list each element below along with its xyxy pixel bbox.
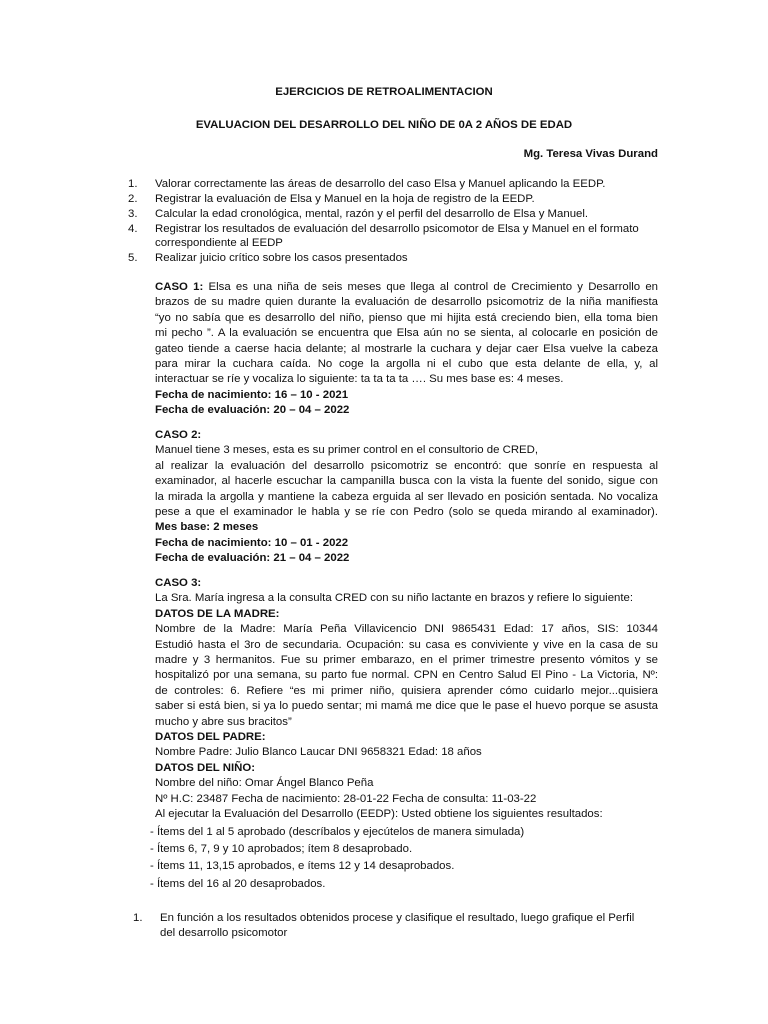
list-item-number: 5. bbox=[128, 252, 138, 264]
list-item: - Ítems 6, 7, 9 y 10 aprobados; ítem 8 desaprobado. bbox=[150, 843, 413, 855]
caso-2-label: CASO 2: bbox=[155, 429, 202, 441]
mother-data-text: Nombre de la Madre: María Peña Villavicencio DNI 9865431 Edad: 17 años, SIS: 10344 bbox=[155, 623, 658, 636]
caso-1-text: interactuar se ríe y vocaliza lo siguiente: ta ta ta ta …. Su mes base es: 4 meses. bbox=[155, 373, 564, 386]
caso-1-text: para mirar la cuchara caída. No coge la argolla ni el cubo que esta delante de ella, y, al bbox=[155, 358, 658, 371]
caso-2-base-month: Mes base: 2 meses bbox=[155, 521, 259, 534]
mother-data-text: de controles: 6. Refiere “es mi primer niño, quisiera aprender cómo cuidarlo mejor...quisiera bbox=[155, 684, 658, 697]
author-name: Mg. Teresa Vivas Durand bbox=[523, 148, 658, 160]
list-item: Registrar los resultados de evaluación del desarrollo psicomotor de Elsa y Manuel en el formato bbox=[155, 223, 639, 235]
list-item-number: 3. bbox=[128, 208, 138, 220]
list-item: - Ítems del 16 al 20 desaprobados. bbox=[150, 878, 326, 890]
list-item: - Ítems 11, 13,15 aprobados, e ítems 12 y 14 desaprobados. bbox=[150, 860, 455, 872]
final-item-number: 1. bbox=[133, 912, 143, 924]
child-data-text: Nombre del niño: Omar Ángel Blanco Peña bbox=[155, 777, 374, 790]
caso-2-text: Manuel tiene 3 meses, esta es su primer control en el consultorio de CRED, bbox=[155, 444, 539, 457]
list-item: Registrar la evaluación de Elsa y Manuel en la hoja de registro de la EEDP. bbox=[155, 193, 535, 205]
caso-3 bbox=[155, 576, 658, 823]
caso-1-text: mi pecho ”. A la evaluación se encuentra que Elsa aún no se sienta, al colocarle en posición de bbox=[155, 327, 658, 340]
final-instruction-text: En función a los resultados obtenidos procese y clasifique el resultado, luego grafique el Perfil bbox=[160, 912, 635, 924]
caso-1-label: CASO 1: bbox=[155, 281, 204, 293]
mother-data-heading: DATOS DE LA MADRE: bbox=[155, 607, 280, 620]
final-instruction bbox=[160, 911, 660, 942]
caso-2-text: la mirada la argolla y mantiene la cabeza erguida al ser llevado en posición sentada. No vocaliza bbox=[155, 490, 658, 503]
caso-1-text: Elsa es una niña de seis meses que llega al control de Crecimiento y Desarrollo en bbox=[203, 281, 659, 293]
list-item: Valorar correctamente las áreas de desarrollo del caso Elsa y Manuel aplicando la EEDP. bbox=[155, 178, 606, 190]
child-data-text: Nº H.C: 23487 Fecha de nacimiento: 28-01-22 Fecha de consulta: 11-03-22 bbox=[155, 792, 537, 805]
list-item: Calcular la edad cronológica, mental, razón y el perfil del desarrollo de Elsa y Manuel. bbox=[155, 208, 589, 220]
mother-data-text: saber si está bien, si ya lo puedo sentar; mi mamá me dice que le pase el huevo porque se asusta bbox=[155, 700, 658, 713]
child-data-heading: DATOS DEL NIÑO: bbox=[155, 761, 255, 774]
caso-2-text: examinador, al hacerle escuchar la campanilla busca con la vista la fuente del sonido, sigue con bbox=[155, 475, 658, 488]
mother-data-text: mucho y abre sus bracitos” bbox=[155, 715, 292, 728]
list-item-continuation: correspondiente al EEDP bbox=[155, 237, 283, 249]
caso-2 bbox=[155, 428, 658, 567]
list-item-number: 1. bbox=[128, 178, 138, 190]
caso-2-birth-date: Fecha de nacimiento: 10 – 01 - 2022 bbox=[155, 536, 349, 549]
caso-1-text: “yo no sabía que es desarrollo del niño, pienso que mi hijita está creciendo bien, ella toma bien bbox=[155, 311, 658, 324]
caso-1-text: gateo tiende a caerse hacia delante; al mostrarle la cuchara y dejar caer Elsa vuelve la cabeza bbox=[155, 342, 658, 355]
father-data-text: Nombre Padre: Julio Blanco Laucar DNI 9658321 Edad: 18 años bbox=[155, 746, 482, 759]
results-intro: Al ejecutar la Evaluación del Desarrollo (EEDP): Usted obtiene los siguientes resultados: bbox=[155, 808, 603, 821]
caso-1-eval-date: Fecha de evaluación: 20 – 04 – 2022 bbox=[155, 404, 350, 417]
mother-data-text: Estudió hasta el 3ro de secundaria. Ocupación: su casa es conviviente y vive en la casa de su bbox=[155, 638, 658, 651]
final-instruction-text: del desarrollo psicomotor bbox=[160, 927, 288, 940]
list-item-number: 4. bbox=[128, 223, 138, 235]
caso-1-birth-date: Fecha de nacimiento: 16 – 10 - 2021 bbox=[155, 388, 349, 401]
mother-data-text: madre y 3 hermanitos. Fue su primer embarazo, en el primer trimestre presento vómitos y se bbox=[155, 654, 658, 667]
list-item: - Ítems del 1 al 5 aprobado (descríbalos y ejecútelos de manera simulada) bbox=[150, 826, 525, 838]
mother-data-text: hospitalizó por una semana, su parto fue normal. CPN en Centro Salud El Pino - La Victoria, Nº: bbox=[155, 669, 658, 682]
caso-2-text: pese a que el examinador le habla y se ríe con Pedro (solo se queda mirando al examinador). bbox=[155, 506, 658, 519]
caso-2-eval-date: Fecha de evaluación: 21 – 04 – 2022 bbox=[155, 552, 350, 565]
caso-1-text: brazos de su madre quien durante la evaluación de desarrollo psicomotriz de la niña manifiesta bbox=[155, 296, 658, 309]
list-item-number: 2. bbox=[128, 193, 138, 205]
father-data-heading: DATOS DEL PADRE: bbox=[155, 731, 266, 744]
list-item: Realizar juicio crítico sobre los casos presentados bbox=[155, 252, 408, 264]
caso-2-text: al realizar la evaluación del desarrollo psicomotriz se encontró: que sonríe en respuesta al bbox=[155, 459, 658, 472]
document-subtitle: EVALUACION DEL DESARROLLO DEL NIÑO DE 0A 2 AÑOS DE EDAD bbox=[195, 119, 573, 131]
caso-1 bbox=[155, 280, 658, 419]
document-title: EJERCICIOS DE RETROALIMENTACION bbox=[275, 86, 493, 98]
caso-3-label: CASO 3: bbox=[155, 577, 202, 589]
caso-3-intro: La Sra. María ingresa a la consulta CRED con su niño lactante en brazos y refiere lo siguiente: bbox=[155, 592, 634, 605]
